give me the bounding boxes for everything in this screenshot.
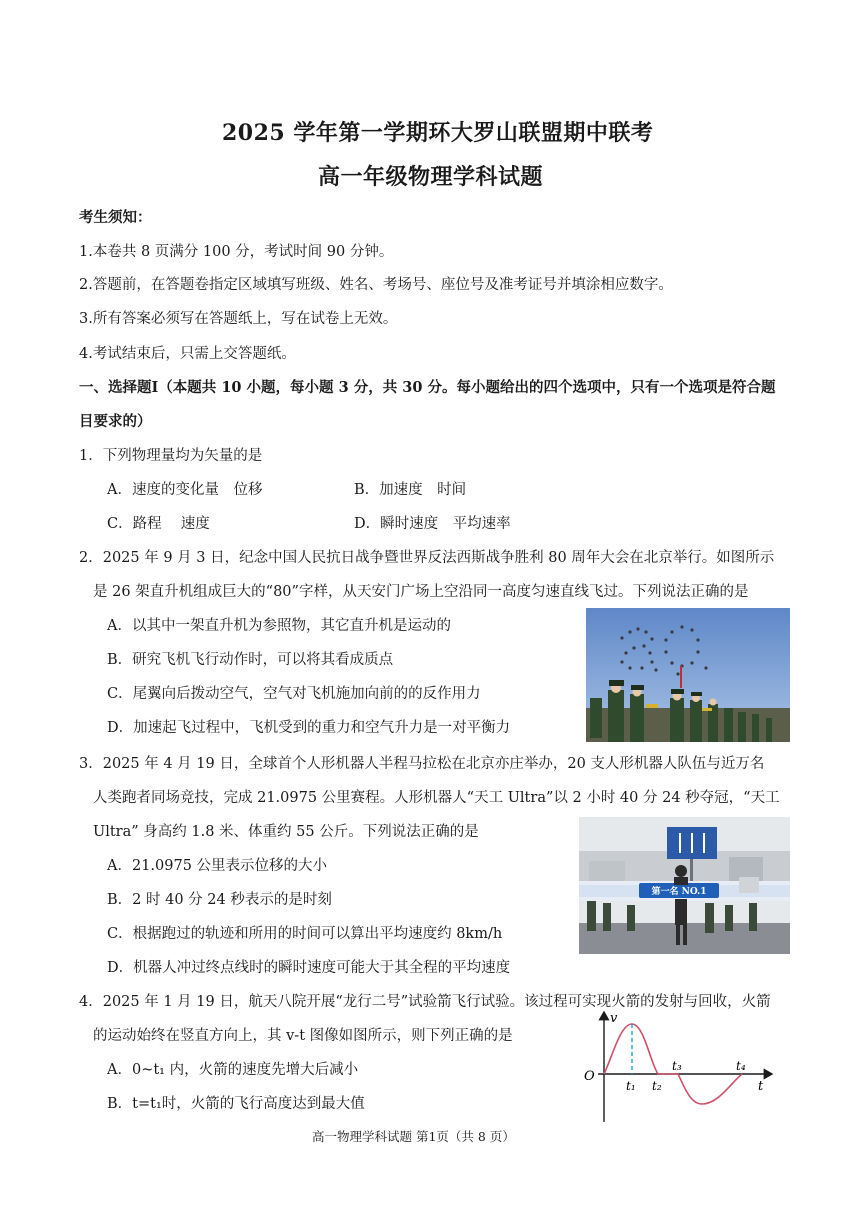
section-heading: 一、选择题Ⅰ（本题共 10 小题，每小题 3 分，共 30 分。每小题给出的四个选项中，只有一个选项是符合题 bbox=[79, 379, 776, 396]
notice-item: 1.本卷共 8 页满分 100 分，考试时间 90 分钟。 bbox=[79, 244, 394, 260]
robot-marathon-photo bbox=[579, 817, 790, 954]
vt-graph-label-t3: t₃ bbox=[672, 1059, 682, 1073]
vt-graph-label-origin: O bbox=[584, 1069, 595, 1084]
q1-option-c: C．路程 速度 bbox=[107, 516, 210, 532]
notice-heading: 考生须知： bbox=[79, 209, 152, 226]
question-2-stem: 2．2025 年 9 月 3 日，纪念中国人民抗日战争暨世界反法西斯战争胜利 80 周年大会在北京举行。如图所示 bbox=[79, 550, 775, 566]
notice-item: 3.所有答案必须写在答题纸上，写在试卷上无效。 bbox=[79, 311, 398, 327]
page-footer: 高一物理学科试题 第1页（共 8 页） bbox=[312, 1129, 515, 1144]
notice-item: 4.考试结束后，只需上交答题纸。 bbox=[79, 346, 296, 362]
exam-title: 2025 学年第一学期环大罗山联盟期中联考 bbox=[222, 120, 654, 146]
vt-graph-label-t4: t₄ bbox=[736, 1059, 746, 1073]
q4-option-b: B．t=t₁时，火箭的飞行高度达到最大值 bbox=[107, 1096, 365, 1112]
vt-graph bbox=[578, 1006, 782, 1126]
finish-banner-text: 第一名 NO.1 bbox=[651, 887, 707, 897]
question-2-stem-cont: 是 26 架直升机组成巨大的“80”字样，从天安门广场上空沿同一高度匀速直线飞过。下列说法正确的是 bbox=[93, 584, 749, 600]
question-3-stem-cont: Ultra” 身高约 1.8 米、体重约 55 公斤。下列说法正确的是 bbox=[93, 824, 479, 840]
question-4-stem: 4．2025 年 1 月 19 日，航天八院开展“龙行二号”试验箭飞行试验。该过程可实现火箭的发射与回收，火箭 bbox=[79, 994, 771, 1010]
q3-option-c: C．根据跑过的轨迹和所用的时间可以算出平均速度约 8km/h bbox=[107, 926, 503, 942]
vt-graph-label-t: t bbox=[758, 1079, 764, 1094]
question-3-stem-cont: 人类跑者同场竞技，完成 21.0975 公里赛程。人形机器人“天工 Ultra”以 2 小时 40 分 24 秒夺冠，“天工 bbox=[93, 790, 780, 806]
vt-graph-label-t2: t₂ bbox=[652, 1079, 662, 1093]
q1-option-d: D．瞬时速度 平均速率 bbox=[354, 516, 511, 532]
parade-photo bbox=[586, 608, 790, 742]
q3-option-b: B．2 时 40 分 24 秒表示的是时刻 bbox=[107, 892, 332, 908]
q1-option-a: A．速度的变化量 位移 bbox=[107, 482, 263, 498]
vt-graph-label-t1: t₁ bbox=[626, 1079, 636, 1093]
question-1-stem: 1．下列物理量均为矢量的是 bbox=[79, 448, 263, 464]
section-heading-cont: 目要求的） bbox=[79, 413, 152, 430]
q3-option-a: A．21.0975 公里表示位移的大小 bbox=[107, 858, 328, 874]
q3-option-d: D．机器人冲过终点线时的瞬时速度可能大于其全程的平均速度 bbox=[107, 960, 511, 976]
q4-option-a: A．0~t₁ 内，火箭的速度先增大后减小 bbox=[107, 1062, 359, 1078]
question-3-stem: 3．2025 年 4 月 19 日，全球首个人形机器人半程马拉松在北京亦庄举办，20 支人形机器人队伍与近万名 bbox=[79, 756, 765, 772]
q1-option-b: B．加速度 时间 bbox=[354, 482, 467, 498]
q2-option-a: A．以其中一架直升机为参照物，其它直升机是运动的 bbox=[107, 618, 451, 634]
exam-subtitle: 高一年级物理学科试题 bbox=[318, 164, 544, 190]
notice-item: 2.答题前，在答题卷指定区域填写班级、姓名、考场号、座位号及准考证号并填涂相应数字。 bbox=[79, 277, 673, 293]
q2-option-d: D．加速起飞过程中，飞机受到的重力和空气升力是一对平衡力 bbox=[107, 720, 511, 736]
vt-graph-label-v: v bbox=[610, 1011, 618, 1026]
q2-option-b: B．研究飞机飞行动作时，可以将其看成质点 bbox=[107, 652, 394, 668]
q2-option-c: C．尾翼向后拨动空气，空气对飞机施加向前的的反作用力 bbox=[107, 686, 481, 702]
question-4-stem-cont: 的运动始终在竖直方向上，其 v-t 图像如图所示，则下列正确的是 bbox=[93, 1028, 513, 1044]
